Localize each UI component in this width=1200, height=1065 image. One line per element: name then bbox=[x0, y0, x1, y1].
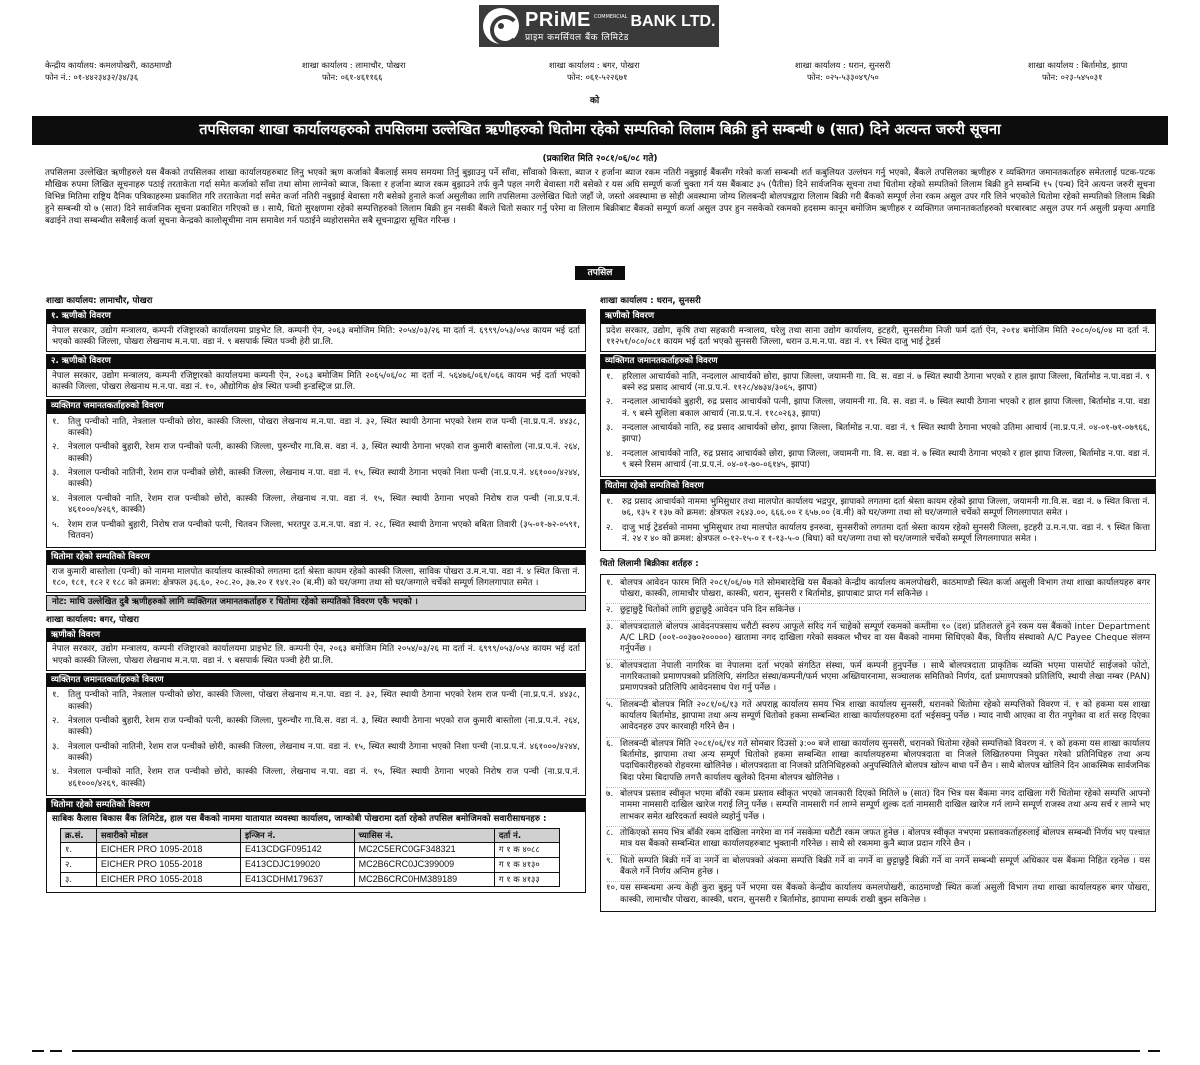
list-item: ३. नेत्रलाल पन्चीको नातिनी, रेशम राज पन्चीको छोरी, कास्की जिल्ला, लेखनाथ न.पा. वडा नं. १५, स्थित स्थायी ठेगाना भएको निशा पन्ची (ना.प्र.प.नं. ४६१०००/४२४४, कास्की) bbox=[52, 468, 580, 490]
section-heading: २. ऋणीको विवरण bbox=[47, 355, 585, 368]
col-engine: इन्जिन नं. bbox=[241, 828, 355, 842]
branch-label-bagar: शाखा कार्यालय: बगर, पोखरा bbox=[46, 614, 139, 625]
branch-header bbox=[30, 59, 1180, 85]
branch-birtamod: शाखा कार्यालय : बिर्तामोड, झापा फोन: ०२३-५४५०३१ bbox=[1028, 60, 1128, 83]
list-item: २. दाजु भाई ट्रेडर्सको नाममा भुमिसुधार तथा मालपोत कार्यालय इनरुवा, सुनसरीको लगतमा दर्ता श्रेस्ता कायम रहेको सुनसरी जिल्ला, इटहरी उ.म.न.पा. वडा नं. ९ स्थित कित्ता नं. २४ र ४० को क्रमश: क्षेत्रफल ०-१२-१५-० र १-१३-५-० (बिघा) को घर/जग्गा तथा सो घर/जग्गाले चर्चेको सम्पूर्ण लिगलगापात समेत । bbox=[606, 522, 1150, 544]
condition-item: ४. बोलपत्रदाता नेपाली नागरिक वा नेपालमा दर्ता भएको संगठित संस्था, फर्म कम्पनी हुनुपर्नेछ । साथै बोलपत्रदाता प्राकृतिक व्यक्ति भएमा पासपोर्ट साईजको फोटो, नागरिकताको प्रमाणपत्रको प्रतिलिपि, संगठित संस्था/कम्पनी/फर्म भएमा अख्तियारनामा, सञ्चालक समितिको निर्णय, दर्ता प्रमाणपत्रको प्रतिलिपि, स्थायी लेखा नम्बर (PAN) प्रमाणपत्रको प्रतिलिपि आवेदनसाथ पेश गर्नु पर्नेछ । bbox=[606, 660, 1150, 699]
conditions-title: धितो लिलामी बिक्रीका शर्तहरु : bbox=[600, 559, 699, 570]
vehicle-table bbox=[60, 828, 560, 888]
section-heading: व्यक्तिगत जमानतकर्ताहरुको विवरण bbox=[601, 355, 1155, 368]
col-serial: क्र.सं. bbox=[61, 828, 97, 842]
condition-item: ९. धितो सम्पति बिक्री गर्ने वा नगर्ने वा बोलपत्रको अंकमा सम्पत्ति बिक्री गर्ने वा नगर्ने वा छुट्टाछुट्टै बिक्री गर्ने वा नगर्ने सम्बन्धी सम्पूर्ण अधिकार यस बैंकमा निहित रहनेछ । यस बैंकले गर्ने निर्णय अन्तिम हुनेछ । bbox=[606, 855, 1150, 883]
table-header-row bbox=[61, 828, 560, 842]
logo-ltd: BANK LTD. bbox=[630, 12, 716, 30]
borrower-section bbox=[600, 309, 1156, 352]
footer-rule-right-short bbox=[1148, 1050, 1160, 1052]
note-text: नोट: माथि उल्लेखित दुबै ऋणीहरुको लागि व्यक्तिगत जमानतकर्ताहरु र धितोमा रहेको सम्पतिको विवरण एकै भएको । bbox=[46, 595, 586, 610]
footer-rule-left-short-2 bbox=[50, 1050, 62, 1052]
section-heading: व्यक्तिगत जमानतकर्ताहरुको विवरण bbox=[47, 674, 585, 687]
guarantors-section bbox=[46, 399, 586, 548]
section-body: नेपाल सरकार, उद्योग मन्त्रालय, कम्पनी रजिष्ट्रारको कार्यालयमा प्राइभेट लि. कम्पनी ऐन, २०६३ बमोजिम मिति २०५४/०३/२६ मा दर्ता नं. ६९९९/०५३/०५४ कायम भई दर्ता भएको कास्की जिल्ला, पोखरा लेखनाथ म.न.पा. वडा नं. ९ बसपार्क स्थित पञ्ची हेरी प्रा.लि. bbox=[52, 644, 580, 666]
condition-item: २. छुट्टाछुट्टै धितोको लागि छुट्टाछुट्टै आवेदन पनि दिन सकिनेछ । bbox=[606, 604, 1150, 620]
footer-rule-left-short bbox=[32, 1050, 44, 1052]
list-item: २. नेत्रलाल पन्चीको बुहारी, रेशम राज पन्चीको पत्नी, कास्की जिल्ला, पुरुन्चौर गा.वि.स. वडा नं. ३, स्थित स्थायी ठेगाना भएको राज कुमारी बास्तोला (ना.प्र.प.नं. २६४, कास्की) bbox=[52, 715, 580, 738]
list-item: ५. रेशम राज पन्चीको बुहारी, निरोष राज पन्चीको पत्नी, चितवन जिल्ला, भरतपुर उ.म.न.पा. वडा नं. २८, स्थित स्थायी ठेगाना भएको बबिता तिवारी (३५-०१-७२-०५९१, चितवन) bbox=[52, 519, 580, 541]
col-model: सवारीको मोडल bbox=[96, 828, 240, 842]
list-item: ४. नेत्रलाल पन्चीको नाति, रेशम राज पन्चीको छोरो, कास्की जिल्ला, लेखनाथ न.पा. वडा नं. १५, स्थित स्थायी ठेगाना भएको निरोष राज पन्ची (ना.प्र.प.नं. ४६१०००/४२६९, कास्की) bbox=[52, 493, 580, 516]
list-item: २. नन्दलाल आचार्यको बुहारी, रुद्र प्रसाद आचार्यको पत्नी, झापा जिल्ला, जयामनी गा. वि. स. वडा नं. ७ स्थित स्थायी ठेगाना भएको र हाल झापा जिल्ला, बिर्तामोड न.पा. वडा नं. ९ बस्ने सुशिला बकाल आचार्य (ना.प्र.प.नं. ११८०२६३, झापा) bbox=[606, 397, 1150, 419]
section-heading: धितोमा रहेको सम्पतिको विवरण bbox=[47, 799, 585, 812]
list-item: १. हरिलाल आचार्यको नाति, नन्दलाल आचार्यको छोरा, झापा जिल्ला, जयामनी गा. वि. स. वडा नं. ७ स्थित स्थायी ठेगाना भएको र हाल झापा जिल्ला, बिर्तामोड न.पा.वडा नं. ९ बस्ने रुद्र प्रसाद आचार्य (ना.प्र.प.नं. ११२८/४७३४/३०६५, झापा) bbox=[606, 371, 1150, 394]
collateral-vehicles-section bbox=[46, 798, 586, 893]
collateral-section bbox=[46, 550, 586, 593]
footer-rule bbox=[72, 1050, 1140, 1052]
condition-item: ७. बोलपत्र प्रस्ताव स्वीकृत भएमा बाँकी रकम प्रस्ताव स्वीकृत भएको जानकारी दिएको मितिले ७ (सात) दिन भित्र यस बैंकमा नगद दाखिला गरी धितोमा रहेको सम्पत्ति आफ्नो नाममा नामसारी दाखिल खारेज गराई लिनु पर्नेछ । सम्पत्ति नामसारी गर्न लाग्ने सम्पूर्ण शुल्क दर्ता नामसारी दाखिल खारेज गर्न लाग्ने सम्पूर्ण राजस्व तथा अन्य सर्च र लाग्ने भए लाभकर समेत खरिदकर्ता स्वयंले व्यहोर्नु पर्नेछ । bbox=[606, 788, 1150, 827]
table-row: २. EICHER PRO 1055-2018 E413CDJC199020 MC2B6CRC0JC399009 ग १ क ४१३० bbox=[61, 857, 560, 872]
col-reg: दर्ता नं. bbox=[494, 828, 559, 842]
section-body: नेपाल सरकार, उद्योग मन्त्रालय, कम्पनी रजिष्ट्रारको कार्यालयमा प्राइभेट लि. कम्पनी ऐन, २०६३ बमोजिम मिति: २०५४/०३/२६ मा दर्ता नं. ६९९९/०५३/०५४ कायम भई दर्ता भएको कास्की जिल्ला, पोखरा लेखनाथ म.न.पा. वडा नं. ९ बसपार्क स्थित पञ्ची हेरी प्रा.लि. bbox=[52, 325, 581, 348]
condition-item: १. बोलपत्र आवेदन फारम मिति २०८१/०६/०७ गते सोमबारदेखि यस बैंकको केन्द्रीय कार्यालय कमलपोखरी, काठमाण्डौ स्थित कर्जा असुली विभाग तथा शाखा कार्यालयहरु बगर पोखरा, कास्की, लामाचौर पोखरा, कास्की, धरान, सुनसरी र बिर्तामोड, झापाबाट प्राप्त गर्न सकिनेछ । bbox=[606, 577, 1150, 605]
section-heading: ऋणीको विवरण bbox=[47, 629, 585, 642]
condition-item: ८. तोकिएको समय भित्र बाँकी रकम दाखिला नगरेमा वा गर्न नसकेमा धरौटी रकम जफत हुनेछ । बोलपत्र स्वीकृत नभएमा प्रस्तावकर्ताहरुलाई बोलपत्र सम्बन्धी निर्णय भए पश्चात मात्र यस बैंकको सम्बन्धित शाखा कार्यालयहरुबाट भुक्तानी गरिनेछ । साथै सो रकममा कुनै ब्याज प्रदान गरिने छैन । bbox=[606, 827, 1150, 855]
list-item: १. तिलु पन्चीको नाति, नेत्रलाल पन्चीको छोरा, कास्की जिल्ला, पोखरा लेखनाथ म.न.पा. वडा नं. ३२, स्थित स्थायी ठेगाना भएको रेशम राज पन्ची (ना.प्र.प.नं. ४४३८, कास्की) bbox=[52, 416, 580, 439]
table-row: १. EICHER PRO 1095-2018 E413CDGF095142 MC2C5ERC0GF348321 ग १ क ४०८८ bbox=[61, 842, 560, 857]
condition-item: ६. शिलबन्दी बोलपत्र मिति २०८१/०६/१४ गते सोमबार दिउसो ३:०० बजे शाखा कार्यालय सुनसरी, धरानको धितोमा रहेको सम्पत्तिको विवरण नं. १ को हकमा यस शाखा कार्यालय बिर्तामोड, झापामा तथा अन्य सम्पूर्ण धितोको हकमा सम्बन्धित शाखा कार्यालयहरुमा बोलपत्रदाता वा निजले लिखितरुपमा नियुक्त गरेको प्रतिनिधिहरु तथा अन्य पदाधिकारीहरुको रोहवरमा खोलिनेछ । बोलपत्रदाता वा निजको प्रतिनिधिहरुको अनुपस्थितिले बोलपत्र खोल्न बाधा पर्ने छैन । साथै बोलपत्र खोलिने दिन आकस्मिक सार्वजनिक बिदा परेमा बिदापछि लगत्तै कार्यालय खुलेको दिनमा बोलपत्र खोलिनेछ । bbox=[606, 738, 1150, 788]
condition-item: ५. शिलबन्दी बोलपत्र मिति २०८१/०६/१३ गते अपराह्न कार्यालय समय भित्र शाखा कार्यालय सुनसरी, धरानको धितोमा रहेको सम्पत्तिको विवरण नं. १ को हकमा यस शाखा कार्यालय बिर्तामोड, झापामा तथा अन्य सम्पूर्ण धितोको हकमा सम्बन्धित शाखा कार्यालयहरुमा दर्ता भईसक्नु पर्नेछ । म्याद नाघी आएका वा रीत नपुगेका वा शर्त सरह दिएका आवेदनहरु उपर कारवाही गरिने छैन । bbox=[606, 699, 1150, 738]
notice-title: तपसिलका शाखा कार्यालयहरुको तपसिलमा उल्लेखित ऋणीहरुको धितोमा रहेको सम्पतिको लिलाम बिक्री हुने सम्बन्धी ७ (सात) दिने अत्यन्त जरुरी सूचना bbox=[32, 116, 1168, 145]
guarantors-section bbox=[46, 673, 586, 796]
branch-lamachaur: शाखा कार्यालय : लामाचौर, पोखरा फोन: ०६१-४६११६६ bbox=[302, 60, 406, 83]
right-column bbox=[600, 296, 1156, 912]
branch-label-dharan: शाखा कार्यालय : धरान, सुनसरी bbox=[600, 296, 701, 306]
left-column bbox=[46, 296, 586, 895]
list-item: ४. नेत्रलाल पन्चीको नाति, रेशम राज पन्चीको छोरो, कास्की जिल्ला, लेखनाथ न.पा. वडा नं. १५, स्थित स्थायी ठेगाना भएको निरोष राज पन्ची (ना.प्र.प.नं. ४६१०००/४२६९, कास्की) bbox=[52, 767, 580, 789]
list-item: ४. नन्दलाल आचार्यको नाति, रुद्र प्रसाद आचार्यको छोरा, झापा जिल्ला, जयामनी गा. वि. स. वडा नं. ७ स्थित स्थायी ठेगाना भएको र हाल झापा जिल्ला, बिर्तामोड न.पा. वडा नं. ९ बस्ने रिसम आचार्य (ना.प्र.प.नं. ०४-०१-७०-०६१४५, झापा) bbox=[606, 448, 1150, 471]
logo-commercial: COMMERCIAL bbox=[593, 13, 628, 20]
logo-name: PRiME bbox=[525, 8, 591, 31]
publish-date: (प्रकाशित मिति २०८१/०६/०८ गते) bbox=[542, 154, 658, 164]
bank-logo bbox=[479, 5, 719, 47]
branch-dharan: शाखा कार्यालय : धरान, सुनसरी फोन: ०२५-५३३०४९/५० bbox=[795, 60, 891, 83]
collateral-section bbox=[600, 479, 1156, 551]
section-body: नेपाल सरकार, उद्योग मन्त्रालय, कम्पनी रजिष्ट्रारको कार्यालयमा कम्पनी ऐन, २०६३ बमोजिम मिति २०६५/०६/०८ मा दर्ता नं. ५६४७६/०६१/०६६ कायम भई दर्ता भएको कास्की जिल्ला, पोखरा लेखनाथ म.न.पा. वडा नं. १०, औद्योगिक क्षेत्र स्थित पञ्ची इन्डस्ट्रिज प्रा.लि. bbox=[52, 370, 580, 393]
branch-central: केन्द्रीय कार्यालय: कमलपोखरी, काठमाण्डौ फोन नं.: ०१-४४२३४३२/३४/३६ bbox=[45, 60, 172, 83]
section-body: साबिक कैलास बिकास बैंक लिमिटेड, हाल यस बैंकको नाममा यातायात व्यवस्था कार्यालय, जाग्कोबी पोखरामा दर्ता रहेको तपसिल बमोजिमको सवारीसाधनहरु : bbox=[52, 814, 547, 825]
condition-item: १०. यस सम्बन्धमा अन्य केही कुरा बुझ्नु पर्ने भएमा यस बैंकको केन्द्रीय कार्यालय कमलपोखरी, काठमाण्डौ स्थित कर्जा असुली विभाग तथा शाखा कार्यालयहरु बगर पोखरा, कास्की, लामाचौर पोखरा, कास्की, धरान, सुनसरी र बिर्तामोड, झापामा सम्पर्क राखी बुझ्न सकिनेछ । bbox=[606, 883, 1150, 905]
borrower-section bbox=[46, 628, 586, 671]
bank-logo-icon bbox=[483, 8, 519, 44]
table-row: ३. EICHER PRO 1055-2018 E413CDHM179637 MC2B6CRC0HM389189 ग १ क ४१३३ bbox=[61, 872, 560, 887]
section-heading: ऋणीको विवरण bbox=[601, 310, 1155, 323]
list-item: ३. नेत्रलाल पन्चीको नातिनी, रेशम राज पन्चीको छोरी, कास्की जिल्ला, लेखनाथ न.पा. वडा नं. १५, स्थित स्थायी ठेगाना भएको निशा पन्ची (ना.प्र.प.नं. ४६१०००/४२४४, कास्की) bbox=[52, 741, 580, 763]
conditions-list bbox=[600, 574, 1156, 913]
list-item: ३. नन्दलाल आचार्यको नाति, रुद्र प्रसाद आचार्यको छोरा, झापा जिल्ला, बिर्तामोड न.पा. वडा नं. ९ स्थित स्थायी ठेगाना भएको उतिमा आचार्य (ना.प्र.प.नं. ०४-०१-७१-०७९६६, झापा) bbox=[606, 423, 1150, 445]
tapasil-label: तपसिल bbox=[575, 266, 625, 280]
list-item: १. तिलु पन्चीको नाति, नेत्रलाल पन्चीको छोरा, कास्की जिल्ला, पोखरा लेखनाथ म.न.पा. वडा नं. ३२, स्थित स्थायी ठेगाना भएको रेशम राज पन्ची (ना.प्र.प.नं. ४४३८, कास्की) bbox=[52, 690, 580, 712]
ko-text: को bbox=[590, 96, 600, 106]
section-body: राज कुमारी बास्तोला (पन्ची) को नाममा मालपोत कार्यालय कास्कीको लगतमा दर्ता श्रेस्ता कायम रहेको कास्की जिल्ला, साविक पोखरा उ.म.न.पा. वडा नं. ४ स्थित कित्ता नं. १८०, १८१, १८२ र १८८ को क्रमश: क्षेत्रफल ३६.६०, २०८.२०, ३७.२० र १४१.२० (ब.मी) को घर/जग्गा तथा सो घर/जग्गाले चर्चेको सम्पूर्ण लिगलगापात समेत । bbox=[52, 566, 580, 588]
list-item: २. नेत्रलाल पन्चीको बुहारी, रेशम राज पन्चीको पत्नी, कास्की जिल्ला, पुरुन्चौर गा.वि.स. वडा नं. ३, स्थित स्थायी ठेगाना भएको राज कुमारी बास्तोला (ना.प्र.प.नं. २६४, कास्की) bbox=[52, 442, 580, 464]
section-heading: धितोमा रहेको सम्पतिको विवरण bbox=[47, 551, 585, 564]
section-heading: धितोमा रहेको सम्पतिको विवरण bbox=[601, 480, 1155, 493]
logo-subtitle: प्राइम कमर्सियल बैंक लिमिटेड bbox=[525, 33, 629, 44]
condition-item: ३. बोलपत्रदाताले बोलपत्र आवेदनपत्रसाथ धरौटी स्वरुप आफूले सरिद गर्न चाहेको सम्पूर्ण रकमको कम्तीमा १० (दश) प्रतिशतले हुने रकम यस बैंकको Inter Department A/C LRD (००१-००३७०२०००००) खातामा नगद दाखिला गरेको सक्कल भौचर वा यस बैंकको नाममा सिधिएको बैंक, वित्तीय संस्थाको A/C Payee Cheque संलग्न गर्नुपर्नेछ । bbox=[606, 621, 1150, 660]
section-heading: १. ऋणीको विवरण bbox=[47, 310, 585, 323]
section-body: प्रदेश सरकार, उद्योग, कृषि तथा सहकारी मन्त्रालय, घरेलु तथा साना उद्योग कार्यालय, इटहरी, सुनसरीमा निजी फर्म दर्ता ऐन, २०१४ बमोजिम मिति २०८०/०६/०४ मा दर्ता नं. ११२५१/०८०/०८१ कायम भई दर्ता भएको सुनसरी जिल्ला, धरान उ.म.न.पा. वडा नं. १९ स्थित दाजु भाई ट्रेडर्स bbox=[606, 325, 1150, 348]
guarantors-section bbox=[600, 354, 1156, 477]
section-heading: व्यक्तिगत जमानतकर्ताहरुको विवरण bbox=[47, 400, 585, 413]
borrower-section-1 bbox=[46, 309, 586, 352]
col-chassis: च्यासिस नं. bbox=[354, 828, 494, 842]
branch-bagar: शाखा कार्यालय : बगर, पोखरा फोन: ०६१-५२२६७१ bbox=[549, 60, 640, 83]
intro-paragraph: तपसिलमा उल्लेखित ऋणीहरुले यस बैंकको तपसिलका शाखा कार्यालयहरुबाट लिनु भएको ऋण कर्जाको बैंकलाई समय समयमा तिर्नु बुझाउनु पर्ने साँवा, साँवाको किस्ता, ब्याज र हर्जाना ब्याज रकम नतिरी नबुझाई बैंकसँग गरेको कर्जा सम्बन्धी शर्त कबुलियत उल्लंघन गर्नु भएको, बैंकले तपसिलका ऋणीहरु र व्यक्तिगत जमानतकर्ताहरु समेतलाई पटक-पटक मौखिक रुपमा लिखित सूचनाहरु पठाई तरताकेता गर्दा समेत कर्जाको साँवा तथा सोमा लाग्नेको ब्याज, किस्ता र हर्जाना ब्याज रकम बुझाउने तर्फ कुनै पहल नगरी बेवास्ता गरी बसेको र यस अघि सम्पूर्ण कर्जा चुक्ता गर्न यस बैंकबाट ३५ (पैतीस) दिने सार्वजनिक सूचना तथा धितोमा रहेको सम्पतिको लिलाम बिक्री हुने सम्बन्धि १५ (पन्ध) दिने अत्यन्त जरुरी सूचना विभिन्न मितिमा राष्ट्रिय दैनिक पत्रिकाहरुमा प्रकाशित गरि तरताकेता गर्दा समेत कर्जा नतिरी नबुझाई बेवास्ता गरी बसेको हुनाले कर्जा असुलीका लागि तपसिलमा उल्लेखित धितो जहाँ जे, जस्तो अवस्थामा छ सोही अवस्थामा जोग्य शिलबन्दी बोलपत्रद्वारा लिलाम बिक्री गरी बैंकको सम्पूर्ण लेना रकम असुल उपर गरि लिने भएकोले धितोमा रहेको सम्पतिको लिलाम बिक्री हुने सम्बन्धी यो ७ (सात) दिने सार्वजनिक सूचना प्रकाशित गरिएको छ । साथै, धितो सुरक्षणमा रहेको सम्पत्तिहरुको लिलाम बिक्री हुन नसकी बैंकले धितो सकार गर्नु परेमा वा लिलाम बिक्रीबाट बैंकको सम्पूर्ण कर्जा असुल उपर हुन नसकेको रकमको हदसम्म कानून बमोजिम ऋणीहरु र व्यक्तिगत जमानतकर्ताहरुको घरबारबाट असुल उपर गर्न असुली प्रकृया अगाडि बढाईने तथा सम्बन्धीत सबैलाई कर्जा सूचना केन्द्रको कालोसूचीमा नाम समावेश गर्न पठाईने व्यहोरासमेत सबै सूचनाद्वारा सूचित गरिन्छ । bbox=[45, 168, 1155, 227]
branch-label-lamachaur: शाखा कार्यालय: लामाचौर, पोखरा bbox=[46, 296, 153, 306]
list-item: १. रुद्र प्रसाद आचार्यको नाममा भुमिसुधार तथा मालपोत कार्यालय भद्रपुर, झापाको लगतमा दर्ता श्रेस्ता कायम रहेको झापा जिल्ला, जयामनी गा.वि.स. वडा नं. ७ स्थित कित्ता नं. ७६, १३५ र १३७ को क्रमश: क्षेत्रफल २६४३.००, ६६६.०० र ६५७.०० (व.मी) को घर/जग्गा तथा सो घर/जग्गाले चर्चेको सम्पूर्ण लिगलगापात समेत । bbox=[606, 496, 1150, 519]
borrower-section-2 bbox=[46, 354, 586, 397]
